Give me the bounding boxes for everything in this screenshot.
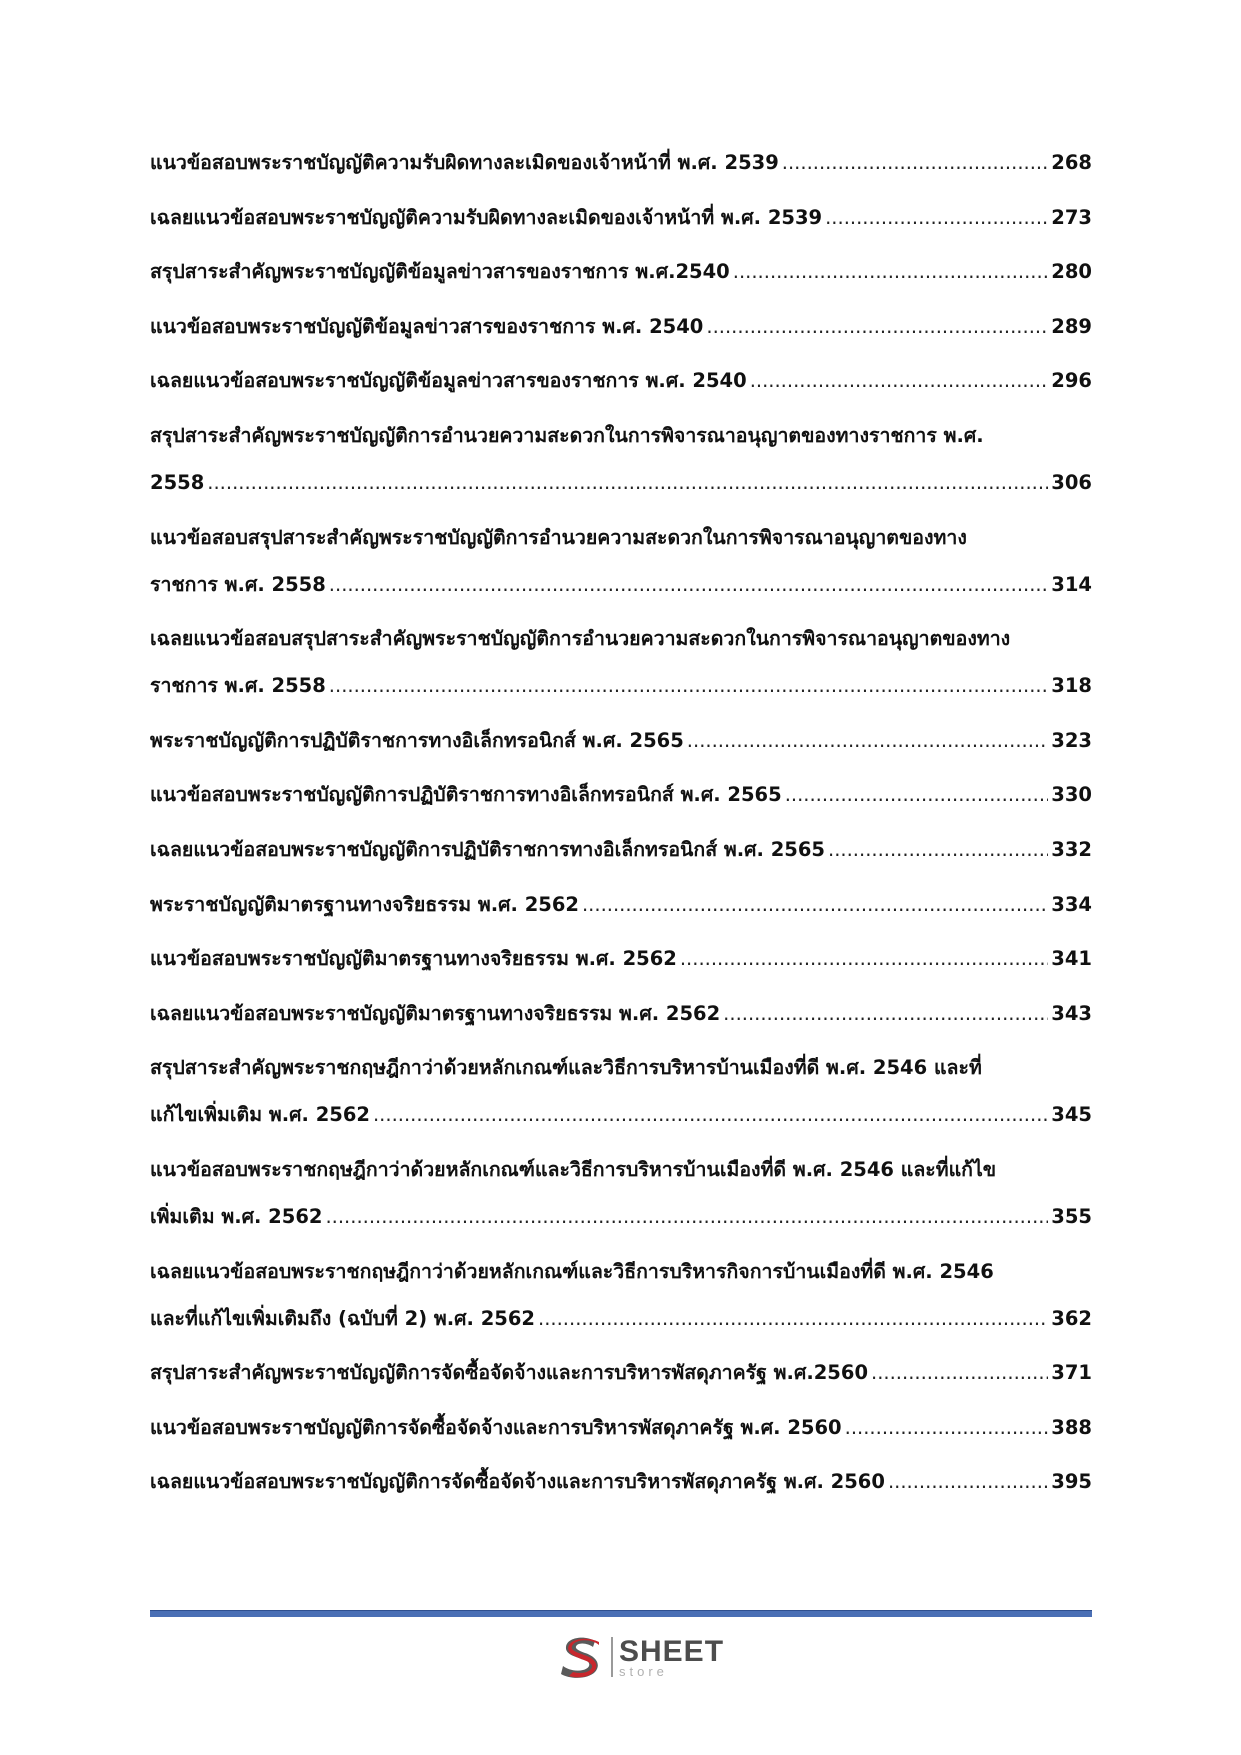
dot-leader xyxy=(871,1358,1048,1388)
toc-entry-title: และที่แก้ไขเพิ่มเติมถึง (ฉบับที่ 2) พ.ศ. 2562 xyxy=(150,1306,536,1330)
toc-entry-title-line: สรุปสาระสำคัญพระราชบัญญัติการอำนวยความสะดวกในการพิจารณาอนุญาตของทางราชการ พ.ศ. xyxy=(150,423,984,447)
dot-leader xyxy=(373,1100,1048,1130)
toc-entry[interactable] xyxy=(150,312,1092,342)
toc-entry-title: พระราชบัญญัติการปฏิบัติราชการทางอิเล็กทรอนิกส์ พ.ศ. 2565 xyxy=(150,728,684,752)
toc-entry-title: ราชการ พ.ศ. 2558 xyxy=(150,572,326,596)
toc-entry[interactable] xyxy=(150,999,1092,1029)
dot-leader xyxy=(538,1304,1048,1334)
toc-entry[interactable] xyxy=(150,421,1092,498)
toc-entry[interactable] xyxy=(150,890,1092,920)
toc-entry[interactable] xyxy=(150,366,1092,396)
dot-leader xyxy=(680,944,1048,974)
dot-leader xyxy=(888,1467,1048,1497)
toc-page-number: 330 xyxy=(1051,783,1092,807)
toc-entry-title-line: เฉลยแนวข้อสอบพระราชกฤษฎีกาว่าด้วยหลักเกณฑ์และวิธีการบริหารกิจการบ้านเมืองที่ดี พ.ศ. 2546 xyxy=(150,1259,994,1283)
toc-entry-title-line: แนวข้อสอบสรุปสาระสำคัญพระราชบัญญัติการอำนวยความสะดวกในการพิจารณาอนุญาตของทาง xyxy=(150,525,967,549)
dot-leader xyxy=(687,726,1048,756)
toc-page-number: 332 xyxy=(1051,837,1092,861)
footer-rule xyxy=(150,1610,1092,1617)
toc-entry-title: ราชการ พ.ศ. 2558 xyxy=(150,674,326,698)
toc-entry[interactable] xyxy=(150,523,1092,600)
dot-leader xyxy=(782,148,1049,178)
dot-leader xyxy=(723,999,1048,1029)
table-of-contents xyxy=(150,148,1092,1497)
toc-entry-title-line: สรุปสาระสำคัญพระราชกฤษฎีกาว่าด้วยหลักเกณฑ์และวิธีการบริหารบ้านเมืองที่ดี พ.ศ. 2546 และที่ xyxy=(150,1056,982,1080)
toc-entry-title: แนวข้อสอบพระราชบัญญัติการปฏิบัติราชการทางอิเล็กทรอนิกส์ พ.ศ. 2565 xyxy=(150,783,782,807)
toc-page-number: 273 xyxy=(1051,205,1092,229)
dot-leader xyxy=(825,203,1048,233)
dot-leader xyxy=(329,570,1048,600)
toc-entry[interactable] xyxy=(150,257,1092,287)
logo-word: SHEET xyxy=(619,1634,725,1668)
toc-entry[interactable] xyxy=(150,1467,1092,1497)
toc-page-number: 314 xyxy=(1051,572,1092,596)
toc-entry-title: สรุปสาระสำคัญพระราชบัญญัติการจัดซื้อจัดจ้างและการบริหารพัสดุภาครัฐ พ.ศ.2560 xyxy=(150,1361,869,1385)
toc-entry-title-line: เฉลยแนวข้อสอบสรุปสาระสำคัญพระราชบัญญัติการอำนวยความสะดวกในการพิจารณาอนุญาตของทาง xyxy=(150,627,1011,651)
toc-entry-title: เฉลยแนวข้อสอบพระราชบัญญัติข้อมูลข่าวสารของราชการ พ.ศ. 2540 xyxy=(150,369,747,393)
toc-entry-title: เฉลยแนวข้อสอบพระราชบัญญัติมาตรฐานทางจริยธรรม พ.ศ. 2562 xyxy=(150,1001,721,1025)
toc-page-number: 343 xyxy=(1051,1001,1092,1025)
toc-entry[interactable] xyxy=(150,1413,1092,1443)
toc-entry-title: แนวข้อสอบพระราชบัญญัติการจัดซื้อจัดจ้างและการบริหารพัสดุภาครัฐ พ.ศ. 2560 xyxy=(150,1415,842,1439)
toc-page-number: 395 xyxy=(1051,1470,1092,1494)
toc-entry-title: เฉลยแนวข้อสอบพระราชบัญญัติความรับผิดทางละเมิดของเจ้าหน้าที่ พ.ศ. 2539 xyxy=(150,205,823,229)
toc-page-number: 306 xyxy=(1051,470,1092,494)
toc-page-number: 289 xyxy=(1051,314,1092,338)
logo-divider xyxy=(611,1637,613,1677)
toc-entry-title: เพิ่มเติม พ.ศ. 2562 xyxy=(150,1204,323,1228)
toc-entry-title: แก้ไขเพิ่มเติม พ.ศ. 2562 xyxy=(150,1103,370,1127)
dot-leader xyxy=(706,312,1048,342)
sheet-store-logo[interactable] xyxy=(555,1632,724,1682)
toc-page-number: 334 xyxy=(1051,892,1092,916)
toc-entry[interactable] xyxy=(150,1358,1092,1388)
dot-leader xyxy=(325,1202,1048,1232)
toc-entry-title: แนวข้อสอบพระราชบัญญัติความรับผิดทางละเมิดของเจ้าหน้าที่ พ.ศ. 2539 xyxy=(150,151,779,174)
toc-page-number: 371 xyxy=(1051,1361,1092,1385)
dot-leader xyxy=(329,671,1048,701)
toc-page-number: 345 xyxy=(1051,1103,1092,1127)
toc-entry[interactable] xyxy=(150,1053,1092,1130)
toc-page-number: 296 xyxy=(1051,369,1092,393)
sheet-store-s-icon xyxy=(555,1633,607,1681)
toc-page-number: 355 xyxy=(1051,1204,1092,1228)
dot-leader xyxy=(733,257,1049,287)
toc-entry[interactable] xyxy=(150,203,1092,233)
toc-entry-title: สรุปสาระสำคัญพระราชบัญญัติข้อมูลข่าวสารของราชการ พ.ศ.2540 xyxy=(150,260,730,284)
toc-entry[interactable] xyxy=(150,835,1092,865)
toc-entry-title: แนวข้อสอบพระราชบัญญัติมาตรฐานทางจริยธรรม พ.ศ. 2562 xyxy=(150,947,677,971)
toc-entry[interactable] xyxy=(150,726,1092,756)
toc-entry-title: 2558 xyxy=(150,470,205,494)
dot-leader xyxy=(207,468,1048,498)
toc-entry-title-line: แนวข้อสอบพระราชกฤษฎีกาว่าด้วยหลักเกณฑ์และวิธีการบริหารบ้านเมืองที่ดี พ.ศ. 2546 และที่แก้ไข xyxy=(150,1157,997,1181)
logo-wordmark xyxy=(619,1634,725,1679)
dot-leader xyxy=(828,835,1048,865)
toc-page-number: 341 xyxy=(1051,947,1092,971)
toc-entry-title: เฉลยแนวข้อสอบพระราชบัญญัติการจัดซื้อจัดจ้างและการบริหารพัสดุภาครัฐ พ.ศ. 2560 xyxy=(150,1470,885,1494)
toc-page-number: 323 xyxy=(1051,728,1092,752)
toc-entry-title: พระราชบัญญัติมาตรฐานทางจริยธรรม พ.ศ. 2562 xyxy=(150,892,579,916)
toc-entry[interactable] xyxy=(150,624,1092,701)
toc-entry-title: เฉลยแนวข้อสอบพระราชบัญญัติการปฏิบัติราชการทางอิเล็กทรอนิกส์ พ.ศ. 2565 xyxy=(150,837,825,861)
dot-leader xyxy=(582,890,1048,920)
logo-sub: store xyxy=(619,1663,668,1679)
toc-entry[interactable] xyxy=(150,1155,1092,1232)
toc-page-number: 318 xyxy=(1051,674,1092,698)
toc-entry[interactable] xyxy=(150,148,1092,178)
dot-leader xyxy=(845,1413,1049,1443)
toc-page-number: 268 xyxy=(1051,151,1092,174)
toc-entry[interactable] xyxy=(150,1257,1092,1334)
toc-page-number: 280 xyxy=(1051,260,1092,284)
toc-page-number: 362 xyxy=(1051,1306,1092,1330)
toc-entry-title: แนวข้อสอบพระราชบัญญัติข้อมูลข่าวสารของราชการ พ.ศ. 2540 xyxy=(150,314,704,338)
toc-page-number: 388 xyxy=(1051,1415,1092,1439)
dot-leader xyxy=(750,366,1049,396)
toc-entry[interactable] xyxy=(150,944,1092,974)
toc-entry[interactable] xyxy=(150,780,1092,810)
dot-leader xyxy=(785,780,1049,810)
